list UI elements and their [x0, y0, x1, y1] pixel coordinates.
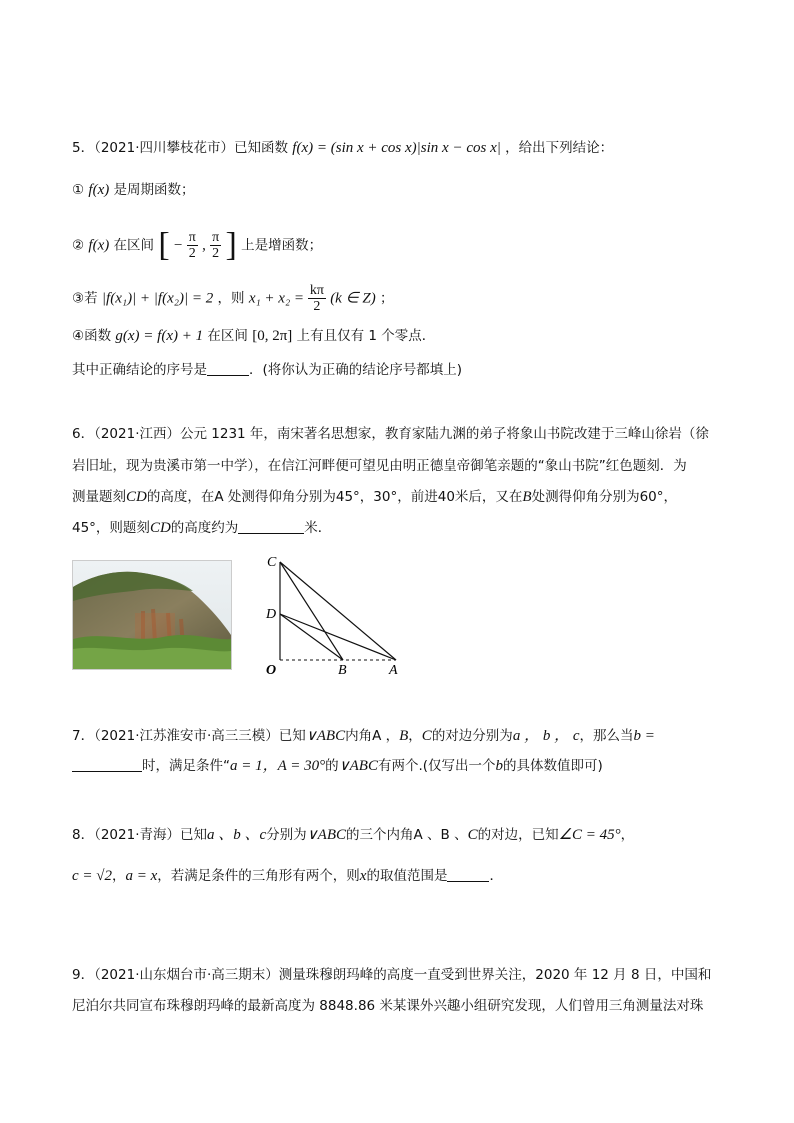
- q5-item2-frac2-den: 2: [212, 246, 220, 261]
- q5-ask-pre: 其中正确结论的序号是: [72, 362, 207, 378]
- label-a: A: [389, 663, 398, 677]
- label-b: B: [338, 663, 347, 677]
- label-d: D: [266, 607, 277, 622]
- q6-cliff-photo: [72, 560, 232, 670]
- q5-answer-blank[interactable]: [207, 361, 249, 376]
- q5-item2-left-bracket: [: [158, 226, 170, 264]
- q5-item3-pre: ③若: [72, 290, 98, 307]
- q8-answer-blank[interactable]: [447, 867, 489, 882]
- q5-item4-interval: [0, 2π]: [252, 328, 293, 344]
- q5-item4-mid: 在区间: [207, 328, 248, 344]
- label-c: C: [267, 555, 277, 570]
- q7-line1-b: B: [399, 728, 409, 744]
- segment-cb: [280, 562, 343, 660]
- q5-tail: ，给出下列结论：: [505, 140, 614, 156]
- q5-item3-frac: [308, 283, 326, 314]
- q7-line2-post2: 有两个.(仅写出一个: [377, 758, 496, 774]
- q8-line2-c: c = √2: [72, 868, 113, 884]
- q5-function: f(x) = (sin x + cos x)|sin x − cos x|: [292, 140, 501, 156]
- q8-line1-end: ，: [620, 827, 635, 843]
- q8-line2-a: a = x: [125, 868, 158, 884]
- q9-line1: 9．（2021·山东烟台市·高三期末）测量珠穆朗玛峰的高度一直受到世界关注，2020 年 12 月 8 日，中国和: [72, 967, 712, 983]
- q5-item3-math3: (k ∈ Z): [330, 290, 376, 307]
- q8-line1-mid: 分别为: [266, 827, 307, 843]
- q5-item2-text: 上是增函数；: [241, 237, 323, 254]
- q5-ask-post: ．(将你认为正确的结论序号都填上): [249, 362, 463, 378]
- q6-line4-post: 米．: [304, 520, 332, 536]
- label-o: O: [266, 663, 277, 677]
- q7-line1-mid: 内角A ，: [345, 728, 400, 744]
- q7-line1-c: C: [421, 728, 432, 744]
- q5-item4-pre: ④函数: [72, 328, 112, 344]
- q8-line2-mid: ，若满足条件的三角形有两个，则: [157, 868, 360, 884]
- q5-item1-marker: ①: [72, 182, 85, 198]
- q8-line2-x: x: [359, 868, 367, 884]
- q5-item2-frac1-num: π: [188, 230, 196, 245]
- q6-line3-pre: 测量题刻: [72, 489, 126, 505]
- q5-item2-math: f(x): [88, 237, 110, 254]
- q6-line3-b: B: [522, 489, 532, 505]
- q5-item1-text: 是周期函数；: [113, 182, 195, 198]
- q7-line1-beq: b =: [633, 728, 655, 744]
- q5-item4-math: g(x) = f(x) + 1: [115, 328, 204, 344]
- q9-line2: 尼泊尔共同宣布珠穆朗玛峰的最新高度为 8848.86 米某课外兴趣小组研究发现，人们曾用三角测量法对珠: [72, 998, 704, 1014]
- q5-stem: [72, 138, 613, 158]
- q8-line1-pre: 8．（2021·青海）已知: [72, 827, 207, 843]
- q8-line1-c: C: [467, 827, 478, 843]
- q8-line2: [72, 866, 503, 886]
- q5-item3-end: ；: [380, 290, 394, 307]
- q8-line1-mid3: 的对边，已知: [477, 827, 559, 843]
- q7-line2-cond: a = 1，A = 30°: [230, 758, 326, 774]
- q6-line3-post: 处测得仰角分别为60°，: [531, 489, 678, 505]
- q7-line2-post: 时，满足条件“: [142, 758, 230, 774]
- q5-item2-frac1-den: 2: [188, 246, 196, 261]
- q7-line2-mid: 的: [325, 758, 339, 774]
- q6-line4-pre: 45°，则题刻: [72, 520, 150, 536]
- q6-answer-blank[interactable]: [238, 519, 304, 534]
- segment-ca: [280, 562, 396, 660]
- q8-line2-end: ．: [489, 868, 503, 884]
- q5-item2-marker: ②: [72, 237, 85, 254]
- q8-line1: [72, 825, 634, 845]
- q8-line1-vars: a 、b 、c: [207, 827, 267, 843]
- q8-line2-sep: ，: [112, 868, 126, 884]
- q5-item2-minus: −: [173, 237, 183, 254]
- segment-db: [280, 614, 343, 660]
- q5-item3-math2: x₁ + x₂ =: [248, 290, 308, 307]
- q6-line1: 6．（2021·江西）公元 1231 年，南宋著名思想家，教育家陆九渊的弟子将象山书院改建于三峰山徐岩（徐: [72, 426, 709, 442]
- q8-line2-post: 的取值范围是: [366, 868, 448, 884]
- q7-line2-b: b: [495, 758, 504, 774]
- q7-line1-pre: 7．（2021·江苏淮安市·高三三模）已知: [72, 728, 306, 744]
- q5-item3-mid: ，则: [217, 290, 245, 307]
- q6-geometry-figure: [258, 552, 408, 681]
- q5-item3-frac-num: kπ: [309, 283, 324, 298]
- q5-item3: [72, 283, 394, 314]
- q7-line1-tri: ∨ABC: [305, 728, 346, 744]
- q5-item2-right-bracket: ]: [225, 226, 237, 264]
- q6-line4-cd: CD: [149, 520, 171, 536]
- q5-item1-math: f(x): [88, 182, 110, 198]
- q7-answer-blank[interactable]: [72, 757, 142, 772]
- q6-line4: [72, 518, 331, 538]
- q5-item2-frac2-num: π: [212, 230, 220, 245]
- q5-item3-math: |f(x₁)| + |f(x₂)| = 2: [101, 290, 214, 307]
- q7-line1-mid3: ，那么当: [579, 728, 634, 744]
- q6-line3: [72, 487, 677, 507]
- q6-line3-cd: CD: [126, 489, 147, 505]
- q7-line2: [72, 756, 603, 776]
- q5-item2: [72, 226, 323, 264]
- q6-line4-mid: 的高度约为: [170, 520, 239, 536]
- q5-item1: [72, 180, 195, 200]
- q7-line1-abc: a ， b ， c: [512, 728, 580, 744]
- q8-line1-mid2: 的三个内角A 、B 、: [345, 827, 468, 843]
- q5-item4: [72, 326, 435, 346]
- q7-line2-tri: ∨ABC: [338, 758, 378, 774]
- q5-ask: [72, 360, 462, 380]
- q8-line1-angle: ∠C = 45°: [558, 827, 621, 843]
- q7-line2-end: 的具体数值即可): [503, 758, 603, 774]
- q6-line3-mid: 的高度，在A 处测得仰角分别为45°，30°，前进40米后，又在: [146, 489, 523, 505]
- q7-line1: [72, 726, 655, 746]
- q5-item4-text: 上有且仅有 1 个零点．: [296, 328, 436, 344]
- q8-line1-tri: ∨ABC: [306, 827, 346, 843]
- q5-item2-comma: ,: [202, 237, 206, 254]
- q5-item2-mid: 在区间: [113, 237, 155, 254]
- q5-item2-frac1: [187, 230, 198, 261]
- q5-header: 5．（2021·四川攀枝花市）已知函数: [72, 140, 288, 156]
- q7-line1-c1: ，: [408, 728, 422, 744]
- q5-item2-frac2: [210, 230, 221, 261]
- q7-line1-mid2: 的对边分别为: [431, 728, 513, 744]
- q6-line2: 岩旧址，现为贵溪市第一中学），在信江河畔便可望见由明正德皇帝御笔亲题的“象山书院”红色题刻．为: [72, 458, 687, 474]
- q5-item3-frac-den: 2: [313, 299, 321, 314]
